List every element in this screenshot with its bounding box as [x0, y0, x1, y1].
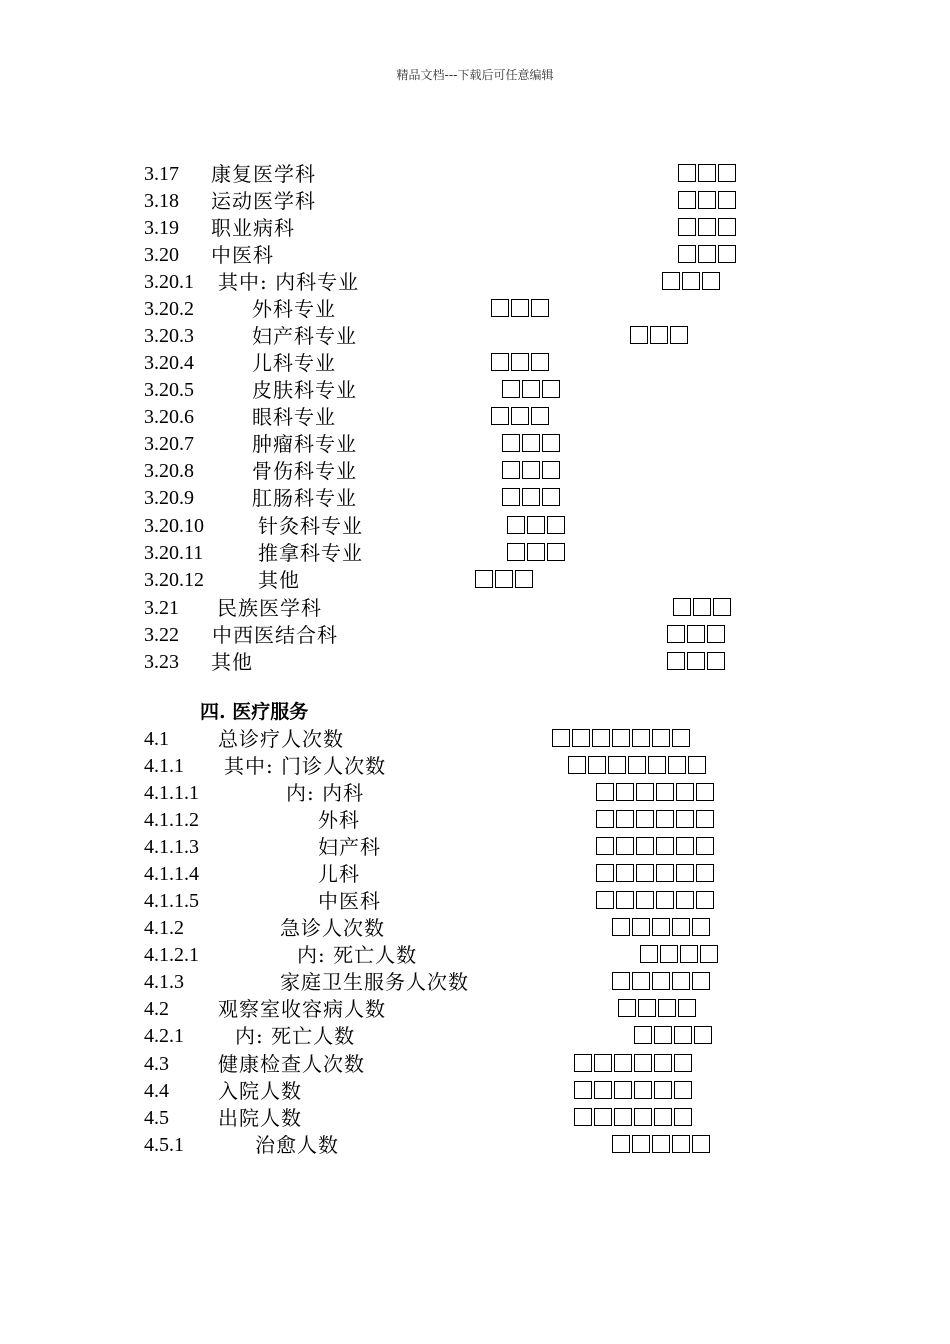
form-row — [0, 431, 950, 458]
entry-box[interactable] — [596, 783, 614, 801]
form-row — [0, 188, 950, 215]
entry-box[interactable] — [507, 543, 525, 561]
entry-boxes — [507, 516, 567, 537]
entry-boxes — [502, 488, 562, 509]
entry-box[interactable] — [696, 810, 714, 828]
entry-box[interactable] — [656, 864, 674, 882]
entry-box[interactable] — [656, 891, 674, 909]
entry-boxes — [475, 570, 535, 591]
form-row — [0, 485, 950, 512]
entry-box[interactable] — [547, 516, 565, 534]
item-label: 中医科 — [318, 889, 381, 913]
entry-box[interactable] — [692, 972, 710, 990]
item-number: 4.4 — [144, 1080, 169, 1102]
entry-box[interactable] — [693, 598, 711, 616]
entry-box[interactable] — [491, 353, 509, 371]
item-label: 民族医学科 — [217, 596, 322, 620]
entry-box[interactable] — [636, 783, 654, 801]
item-number: 3.20.9 — [144, 487, 194, 509]
form-row — [0, 1051, 950, 1078]
item-label: 内: 内科 — [286, 781, 365, 805]
entry-box[interactable] — [667, 652, 685, 670]
entry-box[interactable] — [616, 891, 634, 909]
entry-box[interactable] — [692, 918, 710, 936]
entry-box[interactable] — [682, 272, 700, 290]
item-number: 4.2 — [144, 998, 169, 1020]
entry-box[interactable] — [634, 1026, 652, 1044]
item-number: 3.18 — [144, 190, 179, 212]
item-number: 3.20.2 — [144, 298, 194, 320]
form-row — [0, 649, 950, 676]
entry-box[interactable] — [668, 756, 686, 774]
entry-box[interactable] — [707, 652, 725, 670]
entry-box[interactable] — [507, 516, 525, 534]
entry-box[interactable] — [632, 972, 650, 990]
entry-box[interactable] — [687, 625, 705, 643]
item-label: 其中: 内科专业 — [218, 270, 360, 294]
section-title-medical-services: 四. 医疗服务 — [200, 701, 309, 723]
entry-boxes — [574, 1081, 694, 1102]
form-row — [0, 377, 950, 404]
entry-box[interactable] — [678, 245, 696, 263]
entry-box[interactable] — [522, 380, 540, 398]
item-number: 3.20.5 — [144, 379, 194, 401]
entry-box[interactable] — [475, 570, 493, 588]
item-number: 4.1.1.1 — [144, 782, 199, 804]
entry-boxes — [568, 756, 708, 777]
entry-box[interactable] — [594, 1054, 612, 1072]
entry-box[interactable] — [658, 999, 676, 1017]
entry-box[interactable] — [648, 756, 666, 774]
entry-box[interactable] — [680, 945, 698, 963]
form-row — [0, 404, 950, 431]
entry-box[interactable] — [628, 756, 646, 774]
entry-box[interactable] — [614, 1054, 632, 1072]
item-number: 3.20.7 — [144, 433, 194, 455]
entry-box[interactable] — [574, 1108, 592, 1126]
item-number: 4.2.1 — [144, 1025, 184, 1047]
entry-box[interactable] — [522, 461, 540, 479]
form-row — [0, 942, 950, 969]
item-number: 3.20 — [144, 244, 179, 266]
entry-box[interactable] — [696, 783, 714, 801]
entry-box[interactable] — [672, 918, 690, 936]
entry-box[interactable] — [667, 625, 685, 643]
form-row — [0, 458, 950, 485]
entry-box[interactable] — [612, 729, 630, 747]
entry-box[interactable] — [632, 1135, 650, 1153]
entry-box[interactable] — [696, 891, 714, 909]
form-row — [0, 861, 950, 888]
form-row — [0, 1078, 950, 1105]
entry-box[interactable] — [674, 1026, 692, 1044]
entry-boxes — [618, 999, 698, 1020]
item-number: 4.1.1 — [144, 755, 184, 777]
entry-box[interactable] — [676, 783, 694, 801]
entry-box[interactable] — [594, 1108, 612, 1126]
entry-box[interactable] — [698, 245, 716, 263]
form-row — [0, 269, 950, 296]
entry-box[interactable] — [495, 570, 513, 588]
item-label: 针灸科专业 — [258, 514, 363, 538]
entry-box[interactable] — [698, 191, 716, 209]
entry-box[interactable] — [491, 299, 509, 317]
item-label: 中西医结合科 — [212, 623, 338, 647]
entry-box[interactable] — [594, 1081, 612, 1099]
item-number: 4.1.2.1 — [144, 944, 199, 966]
entry-boxes — [612, 918, 712, 939]
entry-box[interactable] — [676, 810, 694, 828]
entry-box[interactable] — [515, 570, 533, 588]
entry-box[interactable] — [542, 488, 560, 506]
entry-box[interactable] — [608, 756, 626, 774]
item-label: 康复医学科 — [211, 162, 316, 186]
entry-boxes — [640, 945, 720, 966]
item-label: 皮肤科专业 — [252, 378, 357, 402]
entry-box[interactable] — [522, 434, 540, 452]
form-row — [0, 567, 950, 594]
entry-boxes — [574, 1054, 694, 1075]
item-label: 职业病科 — [211, 216, 295, 240]
item-label: 总诊疗人次数 — [218, 727, 344, 751]
entry-box[interactable] — [596, 864, 614, 882]
entry-box[interactable] — [511, 353, 529, 371]
entry-box[interactable] — [672, 729, 690, 747]
form-row — [0, 915, 950, 942]
entry-box[interactable] — [678, 999, 696, 1017]
entry-box[interactable] — [596, 837, 614, 855]
entry-box[interactable] — [698, 218, 716, 236]
item-label: 其中: 门诊人次数 — [224, 754, 387, 778]
item-label: 其他 — [211, 650, 253, 674]
item-label: 内: 死亡人数 — [297, 943, 418, 967]
entry-box[interactable] — [692, 1135, 710, 1153]
entry-box[interactable] — [542, 434, 560, 452]
item-number: 3.20.1 — [144, 271, 194, 293]
entry-box[interactable] — [676, 837, 694, 855]
entry-boxes — [491, 299, 551, 320]
entry-box[interactable] — [636, 837, 654, 855]
entry-boxes — [502, 380, 562, 401]
entry-box[interactable] — [654, 1108, 672, 1126]
form-row — [0, 350, 950, 377]
item-number: 3.23 — [144, 651, 179, 673]
entry-box[interactable] — [676, 891, 694, 909]
entry-box[interactable] — [678, 218, 696, 236]
item-label: 肛肠科专业 — [252, 486, 357, 510]
entry-box[interactable] — [634, 1054, 652, 1072]
entry-boxes — [630, 326, 690, 347]
entry-box[interactable] — [696, 864, 714, 882]
entry-boxes — [667, 625, 727, 646]
entry-box[interactable] — [552, 729, 570, 747]
form-row — [0, 969, 950, 996]
entry-boxes — [612, 972, 712, 993]
entry-box[interactable] — [636, 864, 654, 882]
form-row — [0, 996, 950, 1023]
item-label: 妇产科专业 — [252, 324, 357, 348]
entry-boxes — [502, 434, 562, 455]
entry-box[interactable] — [592, 729, 610, 747]
entry-box[interactable] — [674, 1054, 692, 1072]
entry-box[interactable] — [640, 945, 658, 963]
entry-box[interactable] — [652, 972, 670, 990]
entry-box[interactable] — [636, 891, 654, 909]
form-row — [0, 595, 950, 622]
item-number: 3.20.12 — [144, 569, 204, 591]
entry-boxes — [596, 891, 716, 912]
entry-box[interactable] — [698, 164, 716, 182]
item-number: 4.1.3 — [144, 971, 184, 993]
entry-box[interactable] — [654, 1054, 672, 1072]
entry-box[interactable] — [660, 945, 678, 963]
entry-boxes — [667, 652, 727, 673]
item-number: 4.3 — [144, 1053, 169, 1075]
entry-box[interactable] — [531, 353, 549, 371]
item-number: 3.21 — [144, 597, 179, 619]
entry-box[interactable] — [678, 164, 696, 182]
form-row — [0, 296, 950, 323]
item-number: 4.1.1.5 — [144, 890, 199, 912]
entry-boxes — [491, 353, 551, 374]
entry-box[interactable] — [612, 918, 630, 936]
entry-box[interactable] — [672, 972, 690, 990]
entry-box[interactable] — [618, 999, 636, 1017]
entry-boxes — [612, 1135, 712, 1156]
entry-box[interactable] — [502, 488, 520, 506]
form-row — [0, 540, 950, 567]
entry-box[interactable] — [718, 191, 736, 209]
entry-box[interactable] — [696, 837, 714, 855]
entry-boxes — [678, 164, 738, 185]
item-label: 儿科专业 — [252, 351, 336, 375]
entry-box[interactable] — [688, 756, 706, 774]
entry-box[interactable] — [616, 783, 634, 801]
entry-box[interactable] — [612, 1135, 630, 1153]
entry-box[interactable] — [614, 1108, 632, 1126]
item-number: 4.1.2 — [144, 917, 184, 939]
entry-box[interactable] — [511, 407, 529, 425]
item-label: 中医科 — [211, 243, 274, 267]
item-label: 外科 — [318, 808, 360, 832]
entry-box[interactable] — [674, 1081, 692, 1099]
entry-boxes — [673, 598, 733, 619]
form-row — [0, 513, 950, 540]
entry-box[interactable] — [632, 918, 650, 936]
entry-box[interactable] — [662, 272, 680, 290]
item-number: 3.20.10 — [144, 515, 204, 537]
entry-box[interactable] — [574, 1054, 592, 1072]
entry-box[interactable] — [574, 1081, 592, 1099]
entry-box[interactable] — [713, 598, 731, 616]
form-row — [0, 753, 950, 780]
entry-box[interactable] — [634, 1108, 652, 1126]
entry-boxes — [596, 810, 716, 831]
item-label: 儿科 — [318, 862, 360, 886]
entry-box[interactable] — [654, 1081, 672, 1099]
entry-box[interactable] — [491, 407, 509, 425]
entry-box[interactable] — [673, 598, 691, 616]
entry-box[interactable] — [596, 810, 614, 828]
form-row — [0, 807, 950, 834]
entry-box[interactable] — [638, 999, 656, 1017]
item-number: 4.1.1.2 — [144, 809, 199, 831]
item-number: 3.20.3 — [144, 325, 194, 347]
entry-box[interactable] — [652, 729, 670, 747]
form-row — [0, 215, 950, 242]
entry-box[interactable] — [636, 810, 654, 828]
entry-boxes — [507, 543, 567, 564]
entry-boxes — [678, 245, 738, 266]
entry-box[interactable] — [656, 783, 674, 801]
item-number: 4.5.1 — [144, 1134, 184, 1156]
entry-box[interactable] — [632, 729, 650, 747]
entry-box[interactable] — [656, 837, 674, 855]
entry-boxes — [574, 1108, 694, 1129]
item-number: 3.17 — [144, 163, 179, 185]
form-row — [0, 622, 950, 649]
entry-box[interactable] — [654, 1026, 672, 1044]
entry-boxes — [662, 272, 722, 293]
entry-box[interactable] — [531, 407, 549, 425]
entry-box[interactable] — [572, 729, 590, 747]
form-row — [0, 1132, 950, 1159]
form-row — [0, 726, 950, 753]
item-label: 出院人数 — [218, 1106, 302, 1130]
entry-box[interactable] — [616, 837, 634, 855]
entry-box[interactable] — [542, 380, 560, 398]
entry-box[interactable] — [707, 625, 725, 643]
entry-box[interactable] — [588, 756, 606, 774]
item-label: 急诊人次数 — [280, 916, 385, 940]
item-label: 入院人数 — [218, 1079, 302, 1103]
entry-box[interactable] — [718, 164, 736, 182]
entry-boxes — [634, 1026, 714, 1047]
entry-boxes — [491, 407, 551, 428]
entry-box[interactable] — [652, 918, 670, 936]
entry-box[interactable] — [670, 326, 688, 344]
item-label: 妇产科 — [318, 835, 381, 859]
item-number: 3.19 — [144, 217, 179, 239]
entry-box[interactable] — [656, 810, 674, 828]
entry-boxes — [596, 783, 716, 804]
entry-box[interactable] — [687, 652, 705, 670]
item-number: 3.22 — [144, 624, 179, 646]
item-number: 3.20.11 — [144, 542, 204, 564]
form-row — [0, 1023, 950, 1050]
entry-boxes — [596, 837, 716, 858]
item-number: 3.20.6 — [144, 406, 194, 428]
item-label: 家庭卫生服务人次数 — [280, 970, 469, 994]
item-label: 治愈人数 — [255, 1133, 339, 1157]
entry-box[interactable] — [678, 191, 696, 209]
form-row — [0, 888, 950, 915]
page-header: 精品文档---下载后可任意编辑 — [396, 68, 554, 82]
item-number: 4.1 — [144, 728, 169, 750]
item-number: 4.1.1.4 — [144, 863, 199, 885]
form-row — [0, 161, 950, 188]
entry-box[interactable] — [527, 516, 545, 534]
item-label: 眼科专业 — [252, 405, 336, 429]
entry-boxes — [596, 864, 716, 885]
item-number: 3.20.4 — [144, 352, 194, 374]
entry-box[interactable] — [502, 461, 520, 479]
entry-box[interactable] — [542, 461, 560, 479]
item-label: 其他 — [258, 568, 300, 592]
item-label: 推拿科专业 — [258, 541, 363, 565]
entry-box[interactable] — [634, 1081, 652, 1099]
form-row — [0, 242, 950, 269]
entry-box[interactable] — [718, 218, 736, 236]
entry-box[interactable] — [616, 810, 634, 828]
entry-box[interactable] — [531, 299, 549, 317]
item-label: 内: 死亡人数 — [235, 1024, 356, 1048]
entry-box[interactable] — [672, 1135, 690, 1153]
form-row — [0, 323, 950, 350]
entry-box[interactable] — [702, 272, 720, 290]
item-label: 骨伤科专业 — [252, 459, 357, 483]
entry-box[interactable] — [650, 326, 668, 344]
item-label: 观察室收容病人数 — [218, 997, 386, 1021]
item-label: 健康检查人次数 — [218, 1052, 365, 1076]
entry-box[interactable] — [674, 1108, 692, 1126]
item-number: 4.1.1.3 — [144, 836, 199, 858]
entry-box[interactable] — [694, 1026, 712, 1044]
item-label: 外科专业 — [252, 297, 336, 321]
form-row — [0, 1105, 950, 1132]
entry-box[interactable] — [527, 543, 545, 561]
entry-boxes — [678, 191, 738, 212]
entry-box[interactable] — [502, 434, 520, 452]
entry-boxes — [502, 461, 562, 482]
item-number: 4.5 — [144, 1107, 169, 1129]
entry-box[interactable] — [616, 864, 634, 882]
entry-box[interactable] — [700, 945, 718, 963]
item-number: 3.20.8 — [144, 460, 194, 482]
entry-box[interactable] — [596, 891, 614, 909]
entry-box[interactable] — [630, 326, 648, 344]
entry-boxes — [552, 729, 692, 750]
entry-box[interactable] — [652, 1135, 670, 1153]
entry-box[interactable] — [522, 488, 540, 506]
entry-box[interactable] — [614, 1081, 632, 1099]
entry-boxes — [678, 218, 738, 239]
form-row — [0, 834, 950, 861]
entry-box[interactable] — [718, 245, 736, 263]
entry-box[interactable] — [547, 543, 565, 561]
entry-box[interactable] — [676, 864, 694, 882]
item-label: 运动医学科 — [211, 189, 316, 213]
entry-box[interactable] — [511, 299, 529, 317]
entry-box[interactable] — [568, 756, 586, 774]
entry-box[interactable] — [502, 380, 520, 398]
item-label: 肿瘤科专业 — [252, 432, 357, 456]
form-row — [0, 780, 950, 807]
entry-box[interactable] — [612, 972, 630, 990]
